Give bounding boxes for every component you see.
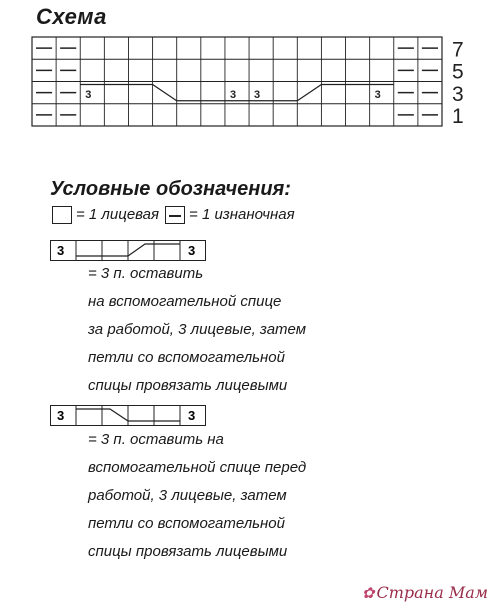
cable-right-line: петли со вспомогательной bbox=[88, 349, 285, 366]
cable-right-count-left: 3 bbox=[57, 243, 65, 258]
knit-square-icon bbox=[52, 206, 72, 224]
knitting-chart bbox=[0, 0, 494, 175]
row-number: 3 bbox=[452, 82, 464, 106]
legend-basic-row bbox=[52, 206, 301, 224]
chart-grid bbox=[32, 37, 442, 126]
cable-count-label: 3 bbox=[229, 88, 237, 101]
cable-left-line: петли со вспомогательной bbox=[88, 515, 285, 532]
diagram-title: Схема bbox=[36, 4, 107, 29]
cable-right-description bbox=[88, 260, 306, 400]
cable-left-count-right: 3 bbox=[188, 408, 196, 423]
row-number: 5 bbox=[452, 60, 464, 84]
purl-label: = 1 изнаночная bbox=[189, 206, 295, 224]
legend-title: Условные обозначения: bbox=[50, 178, 291, 200]
row-number: 7 bbox=[452, 38, 464, 62]
watermark-text: Страна Мам bbox=[376, 583, 488, 602]
cable-right-count-right: 3 bbox=[188, 243, 196, 258]
cable-count-label: 3 bbox=[85, 88, 92, 101]
cable-right-line: на вспомогательной спице bbox=[88, 293, 282, 310]
cable-count-label: 3 bbox=[254, 88, 261, 101]
purl-square-icon bbox=[165, 206, 185, 224]
cable-right-line: = 3 п. оставить bbox=[88, 265, 204, 282]
cable-left-line: = 3 п. оставить на bbox=[88, 431, 224, 448]
cable-left-line: работой, 3 лицевые, затем bbox=[88, 487, 287, 504]
cable-left-count-left: 3 bbox=[57, 408, 65, 423]
cable-right-symbol bbox=[50, 240, 210, 262]
knit-label: = 1 лицевая bbox=[76, 206, 160, 224]
cable-right-line: за работой, 3 лицевые, затем bbox=[88, 321, 306, 338]
flower-icon: ✿ bbox=[361, 584, 375, 602]
row-number: 1 bbox=[452, 105, 464, 128]
cable-left-symbol bbox=[50, 405, 210, 427]
watermark bbox=[362, 583, 488, 602]
row-numbers bbox=[452, 38, 464, 128]
cable-count-label: 3 bbox=[374, 88, 381, 101]
cable-left-description bbox=[88, 426, 306, 566]
cable-right-line: спицы провязать лицевыми bbox=[88, 377, 288, 394]
cable-left-line: спицы провязать лицевыми bbox=[88, 543, 288, 560]
cable-left-line: вспомогательной спице перед bbox=[88, 459, 307, 476]
